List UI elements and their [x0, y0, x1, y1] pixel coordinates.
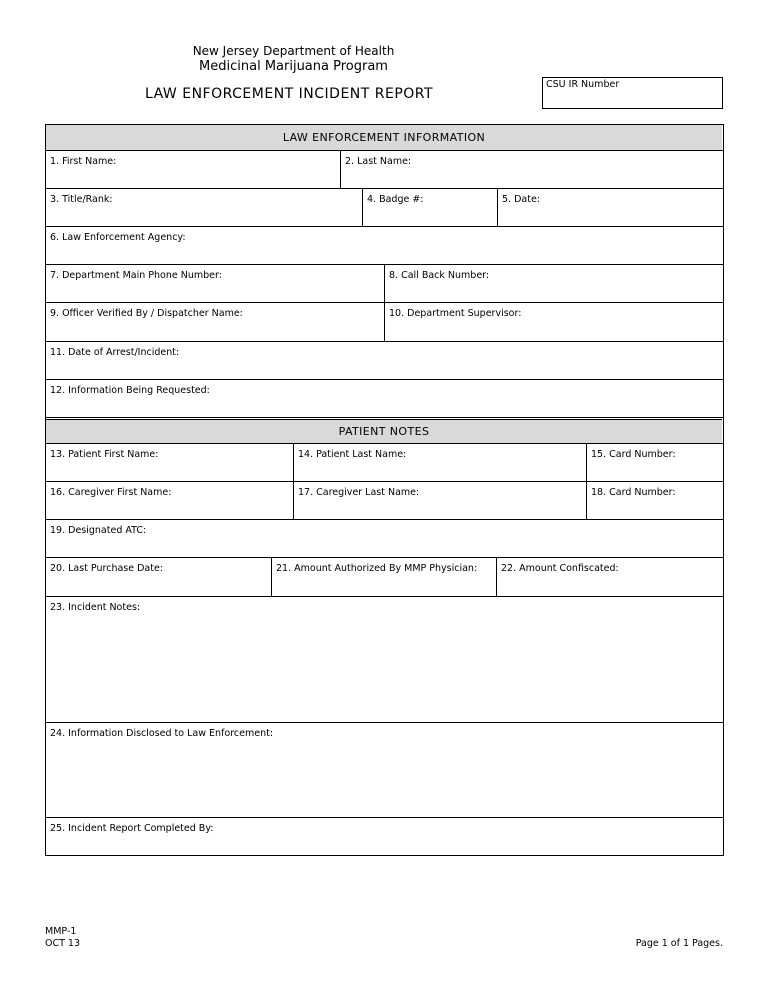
form-title: LAW ENFORCEMENT INCIDENT REPORT	[145, 86, 434, 102]
officer-verified-label: 9. Officer Verified By / Dispatcher Name:	[50, 308, 243, 319]
supervisor-label: 10. Department Supervisor:	[389, 308, 522, 319]
form-id: MMP-1	[45, 926, 77, 937]
caregiver-last-name-label: 17. Caregiver Last Name:	[298, 487, 420, 498]
amount-authorized-field[interactable]	[272, 558, 496, 596]
arrest-date-field[interactable]	[46, 342, 722, 379]
last-purchase-date-label: 20. Last Purchase Date:	[50, 563, 164, 574]
patient-first-name-field[interactable]	[46, 444, 293, 481]
info-disclosed-label: 24. Information Disclosed to Law Enforcement:	[50, 728, 274, 739]
last-name-label: 2. Last Name:	[345, 156, 412, 167]
form-date: OCT 13	[45, 938, 81, 949]
patient-first-name-label: 13. Patient First Name:	[50, 449, 159, 460]
main-phone-label: 7. Department Main Phone Number:	[50, 270, 222, 281]
caregiver-first-name-field[interactable]	[46, 482, 293, 519]
caregiver-last-name-field[interactable]	[294, 482, 586, 519]
department-name: New Jersey Department of Health	[192, 44, 395, 58]
section-header-law-enforcement: LAW ENFORCEMENT INFORMATION	[46, 125, 722, 150]
caregiver-card-number-field[interactable]	[587, 482, 722, 519]
program-name: Medicinal Marijuana Program	[199, 59, 388, 74]
caregiver-card-number-label: 18. Card Number:	[591, 487, 676, 498]
badge-field[interactable]	[363, 189, 497, 226]
info-disclosed-field[interactable]	[46, 723, 722, 817]
completed-by-label: 25. Incident Report Completed By:	[50, 823, 214, 834]
badge-label: 4. Badge #:	[367, 194, 424, 205]
info-requested-label: 12. Information Being Requested:	[50, 385, 210, 396]
date-label: 5. Date:	[502, 194, 540, 205]
amount-confiscated-field[interactable]	[497, 558, 722, 596]
patient-card-number-label: 15. Card Number:	[591, 449, 676, 460]
title-rank-field[interactable]	[46, 189, 362, 226]
supervisor-field[interactable]	[385, 303, 722, 340]
main-phone-field[interactable]	[46, 265, 384, 302]
incident-notes-label: 23. Incident Notes:	[50, 602, 141, 613]
csu-ir-number-box[interactable]	[542, 77, 723, 109]
patient-last-name-field[interactable]	[294, 444, 586, 481]
amount-authorized-label: 21. Amount Authorized By MMP Physician:	[276, 563, 478, 574]
info-requested-field[interactable]	[46, 380, 722, 417]
arrest-date-label: 11. Date of Arrest/Incident:	[50, 347, 180, 358]
patient-card-number-field[interactable]	[587, 444, 722, 481]
amount-confiscated-label: 22. Amount Confiscated:	[501, 563, 619, 574]
call-back-field[interactable]	[385, 265, 722, 302]
completed-by-field[interactable]	[46, 818, 722, 855]
section-header-patient-notes: PATIENT NOTES	[46, 419, 722, 443]
first-name-field[interactable]	[46, 151, 340, 188]
agency-field[interactable]	[46, 227, 722, 264]
divider	[45, 417, 723, 418]
date-field[interactable]	[498, 189, 722, 226]
page-number: Page 1 of 1 Pages.	[635, 938, 723, 949]
designated-atc-field[interactable]	[46, 520, 722, 557]
designated-atc-label: 19. Designated ATC:	[50, 525, 147, 536]
caregiver-first-name-label: 16. Caregiver First Name:	[50, 487, 172, 498]
call-back-label: 8. Call Back Number:	[389, 270, 490, 281]
incident-notes-field[interactable]	[46, 597, 722, 722]
first-name-label: 1. First Name:	[50, 156, 117, 167]
csu-ir-number-label: CSU IR Number	[546, 79, 620, 90]
last-name-field[interactable]	[341, 151, 722, 188]
patient-last-name-label: 14. Patient Last Name:	[298, 449, 407, 460]
title-rank-label: 3. Title/Rank:	[50, 194, 113, 205]
agency-label: 6. Law Enforcement Agency:	[50, 232, 186, 243]
officer-verified-field[interactable]	[46, 303, 384, 340]
last-purchase-date-field[interactable]	[46, 558, 271, 596]
